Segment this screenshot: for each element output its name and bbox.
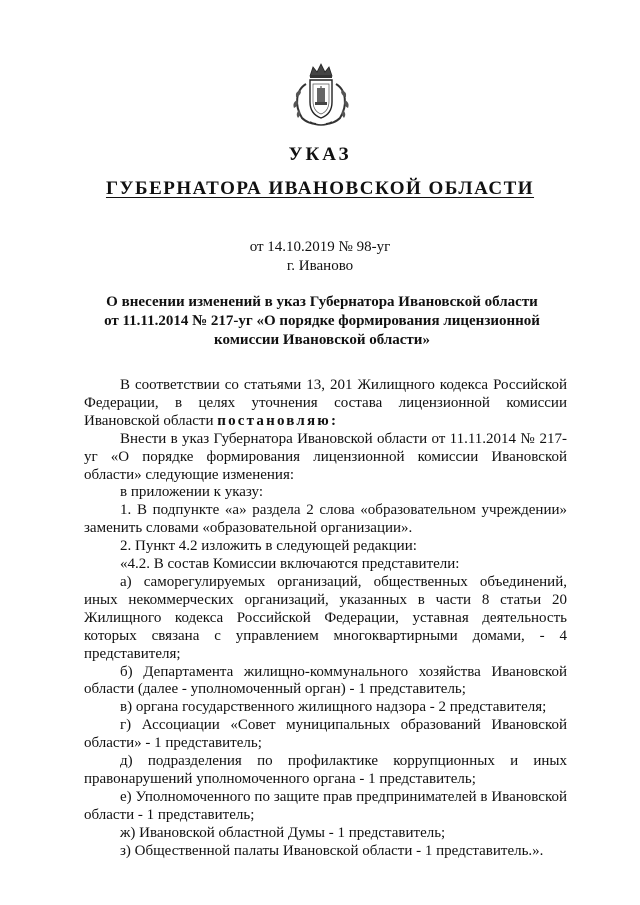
document-body [84, 377, 567, 860]
list-item: г) Ассоциации «Совет муниципальных образований Ивановской области» - 1 представитель; [84, 717, 567, 752]
document-heading [96, 293, 548, 350]
heading-line: от 11.11.2014 № 217-уг «О порядке формирования лицензионной [104, 313, 540, 329]
heading-line: комиссии Ивановской области» [214, 332, 430, 348]
list-item: б) Департамента жилищно-коммунального хозяйства Ивановской области (далее - уполномоченный орган) - 1 представитель; [84, 663, 567, 698]
list-item: а) саморегулируемых организаций, общественных объединений, иных некоммерческих организаций, указанных в части 8 статьи 20 Жилищного кодекса Российской Федерации, уставная деятельность которых связана с управлением многоквартирными домами, - 4 представителя; [84, 573, 567, 662]
document-city: г. Иваново [286, 258, 354, 274]
document-date-number: от 14.10.2019 № 98-уг [249, 239, 391, 255]
paragraph: в приложении к указу: [120, 484, 263, 501]
ivanovo-coat-of-arms-icon [286, 60, 356, 130]
heading-line: О внесении изменений в указ Губернатора Ивановской области [106, 294, 538, 310]
paragraph: Внести в указ Губернатора Ивановской области от 11.11.2014 № 217-уг «О порядке формирования лицензионной комиссии Ивановской области» следующие изменения: [84, 430, 567, 483]
document-type-title: УКАЗ [288, 144, 352, 165]
decree-word: постановляю: [217, 412, 339, 429]
paragraph-preamble [84, 377, 567, 431]
issuer-title: ГУБЕРНАТОРА ИВАНОВСКОЙ ОБЛАСТИ [105, 178, 535, 199]
list-item: е) Уполномоченного по защите прав предпринимателей в Ивановской области - 1 представитель; [84, 788, 567, 823]
paragraph: 1. В подпункте «а» раздела 2 слова «образовательном учреждении» заменить словами «образовательной организации». [84, 502, 567, 537]
list-item: з) Общественной палаты Ивановской области - 1 представитель.». [120, 842, 544, 859]
list-item: в) органа государственного жилищного надзора - 2 представителя; [120, 699, 547, 716]
paragraph: «4.2. В состав Комиссии включаются представители: [120, 556, 460, 573]
list-item: ж) Ивановской областной Думы - 1 представитель; [120, 824, 446, 841]
preamble-text: В соответствии со статьями 13, 201 Жилищного кодекса Российской Федерации, в целях уточнения состава лицензионной комиссии Ивановской области [84, 377, 567, 429]
paragraph: 2. Пункт 4.2 изложить в следующей редакции: [120, 538, 417, 555]
list-item: д) подразделения по профилактике коррупционных и иных правонарушений уполномоченного органа - 1 представитель; [84, 753, 567, 787]
